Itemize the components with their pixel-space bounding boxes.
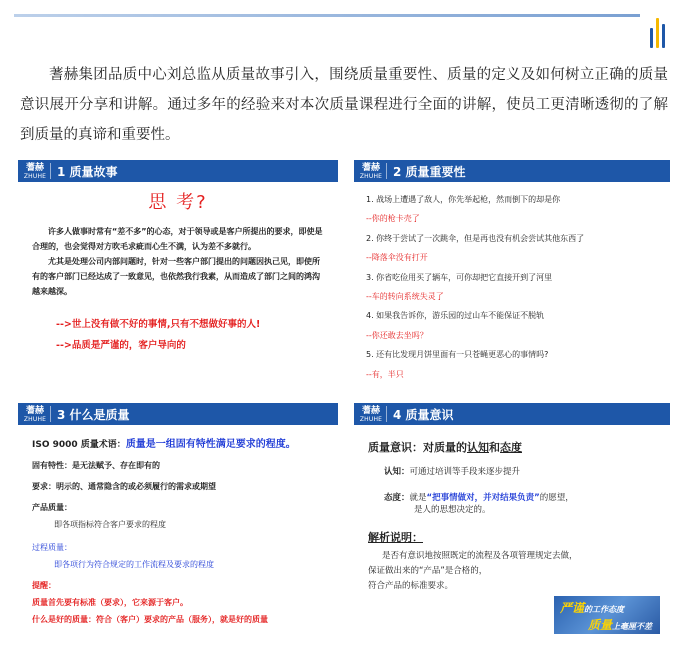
top-divider: [14, 14, 640, 17]
panel-title: 4 质量意识: [393, 407, 454, 422]
intro-paragraph: [20, 60, 668, 150]
brand-logo: 蓍赫 ZHUHE: [23, 405, 47, 423]
product-quality-label: 产品质量：: [32, 503, 72, 512]
list-item-question: 3. 你省吃俭用买了辆车，可你却把它直接开到了河里: [366, 272, 553, 282]
header-separator: [386, 163, 387, 179]
iso-definition: [32, 435, 338, 450]
process-quality-def: 即各项行为符合规定的工作流程及要求的程度: [54, 560, 214, 569]
awareness-definition: 质量意识：对质量的认知和态度: [368, 441, 522, 454]
panel-title: 3 什么是质量: [57, 407, 130, 422]
attitude-line: 态度：就是“把事情做对，并对结果负责”的愿望，: [384, 493, 574, 503]
intro-text: 蓍赫集团品质中心刘总监从质量故事引入，围绕质量重要性、质量的定义及如何树立正确的质量意识展开分享和讲解。通过多年的经验来对本次质量课程进行全面的讲解，使员工更清晰透彻的了解到质量的真谛和重要性。: [20, 67, 668, 143]
requirement-def: 要求：明示的、通常隐含的或必须履行的需求或期望: [32, 482, 216, 491]
brand-logo: 蓍赫 ZHUHE: [359, 405, 383, 423]
analysis-title: 解析说明：: [368, 531, 423, 544]
think-heading: 思 考?: [148, 192, 208, 213]
list-item-answer: --降落伞没有打开: [366, 253, 428, 263]
analysis-body: 是否有意识地按照既定的流程及各项管理规定去做， 保证做出来的“产品”是合格的， 符合产品的标准要求。: [368, 551, 578, 591]
story-body: [32, 224, 324, 299]
list-item-answer: --有，半只: [366, 369, 404, 379]
cognition-line: 认知：可通过培训等手段来逐步提升: [384, 467, 521, 477]
story-lesson-1: -->世上没有做不好的事情,只有不想做好事的人!: [56, 319, 261, 330]
panel-title: 2 质量重要性: [393, 164, 466, 179]
brand-logo: 蓍赫 ZHUHE: [23, 162, 47, 180]
list-item-answer: --你的枪卡壳了: [366, 214, 420, 224]
panel-quality-story: [18, 160, 338, 370]
panel-header: [354, 160, 670, 182]
header-separator: [386, 406, 387, 422]
attitude-line-2: 是人的思想决定的。: [414, 505, 491, 515]
story-lesson-2: -->品质是严谨的，客户导向的: [56, 340, 186, 351]
panel-header: [18, 403, 338, 425]
hint-label: 提醒：: [32, 581, 56, 590]
list-item-answer: --你还敢去坐吗？: [366, 330, 428, 340]
header-separator: [50, 406, 51, 422]
list-item-question: 1. 战场上遭遇了敌人，你先举起枪，然而倒下的却是你: [366, 195, 561, 204]
list-item-answer: --车的转向系统失灵了: [366, 292, 444, 302]
panel-header: [18, 160, 338, 182]
hint-2: 什么是好的质量：符合（客户）要求的产品（服务），就是好的质量: [32, 615, 268, 624]
process-quality-label: 过程质量：: [32, 543, 72, 552]
list-item-question: 4. 如果我告诉你，游乐园的过山车不能保证不脱轨: [366, 311, 545, 321]
story-para-1: 许多人做事时常有“差不多”的心态，对于领导或是客户所提出的要求，即使是合理的，也会觉得对方吹毛求疵而心生不满，认为差不多就行。: [32, 227, 323, 251]
brand-bars-icon: [648, 14, 668, 48]
header-separator: [50, 163, 51, 179]
list-item-question: 2. 你终于尝试了一次跳伞，但是再也没有机会尝试其他东西了: [366, 233, 585, 243]
importance-list: [366, 190, 670, 384]
hint-1: 质量首先要有标准（要求），它来源于客户。: [32, 598, 188, 607]
iso-def: 质量是一组固有特性满足要求的程度。: [125, 439, 296, 450]
inherent-property: 固有特性：是无法赋予、存在即有的: [32, 461, 160, 470]
panel-header: [354, 403, 670, 425]
panel-quality-awareness: [354, 403, 670, 643]
product-quality-def: 即各项指标符合客户要求的程度: [54, 520, 166, 529]
panel-quality-importance: [354, 160, 670, 380]
iso-label: ISO 9000 质量术语：: [32, 440, 126, 450]
brand-logo: 蓍赫 ZHUHE: [359, 162, 383, 180]
panel-what-is-quality: [18, 403, 338, 635]
list-item-question: 5. 还有比发现月饼里面有一只苍蝇更恶心的事情吗?: [366, 350, 549, 360]
panel-title: 1 质量故事: [57, 164, 118, 179]
story-para-2: 尤其是处理公司内部问题时，针对一些客户部门提出的问题因执己见，即使所有的客户部门已经达成了一致意见，也依然我行我素，从而造成了部门之间的鸿沟越来越深。: [32, 257, 320, 296]
quality-banner-image: 严谨的工作态度 质量上毫厘不差: [554, 596, 660, 634]
